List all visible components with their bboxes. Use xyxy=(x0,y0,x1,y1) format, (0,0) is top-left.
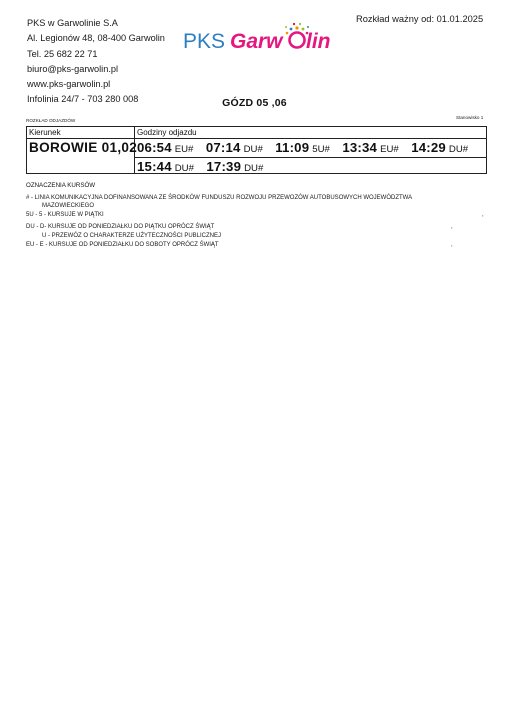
scan-mark: , xyxy=(482,212,484,218)
departure-code: DU# xyxy=(244,163,264,174)
legend-line-fund: # - LINIA KOMUNIKACYJNA DOFINANSOWANA ZE ŚRODKÓW FUNDUSZU ROZWOJU PRZEWOZÓW AUTOBUSOWYCH WOJEWÓDZTWA xyxy=(26,195,413,201)
departures-row-1 xyxy=(137,139,476,157)
departure-code: EU# xyxy=(380,144,399,155)
pks-garwolin-logo xyxy=(183,18,343,63)
departure-time: 06:54 xyxy=(137,140,172,155)
company-name: PKS w Garwolinie S.A xyxy=(27,18,118,28)
departure-entry xyxy=(137,158,194,176)
departure-time: 14:29 xyxy=(411,140,446,155)
legend-line-fund-cont: MAZOWIECKIEGO xyxy=(42,203,95,209)
departure-code: DU# xyxy=(243,144,263,155)
departure-entry xyxy=(137,139,193,157)
logo-pks-text: PKS xyxy=(183,30,226,53)
departure-entry xyxy=(206,139,263,157)
legend-line-u: U - PRZEWÓZ O CHARAKTERZE UŻYTECZNOŚCI PUBLICZNEJ xyxy=(42,233,222,239)
departure-time: 11:09 xyxy=(275,140,310,155)
company-website: www.pks-garwolin.pl xyxy=(27,79,111,90)
company-infoline: Infolinia 24/7 - 703 280 008 xyxy=(27,94,139,105)
logo-name-text-b: lin xyxy=(306,30,331,53)
platform-label: Stanowisko 1 xyxy=(456,115,484,120)
departures-row-2 xyxy=(137,158,271,176)
departure-entry xyxy=(342,139,398,157)
departure-time: 17:39 xyxy=(206,159,242,174)
departure-code: EU# xyxy=(174,144,194,155)
departure-code: DU# xyxy=(174,163,194,174)
company-info xyxy=(27,16,165,108)
company-address: Al. Legionów 48, 08-400 Garwolin xyxy=(27,33,165,44)
company-email: biuro@pks-garwolin.pl xyxy=(27,63,119,74)
company-phone: Tel. 25 682 22 71 xyxy=(27,48,98,59)
logo-name-text-a: Garw xyxy=(230,30,283,53)
departure-time: 07:14 xyxy=(205,140,241,155)
timetable-caption: ROZKŁAD ODJAZDÓW xyxy=(26,118,76,123)
departure-code: 5U# xyxy=(312,144,330,155)
logo-graphic xyxy=(183,18,343,58)
timetable xyxy=(26,126,487,174)
legend-line-5u: 5U - 5 - KURSUJE W PIĄTKI xyxy=(26,212,104,218)
scan-mark: , xyxy=(451,242,453,248)
departure-time: 13:34 xyxy=(342,140,378,155)
departure-entry xyxy=(411,139,468,157)
legend-line-eu: EU - E - KURSUJE OD PONIEDZIAŁKU DO SOBOTY OPRÓCZ ŚWIĄT xyxy=(26,242,219,248)
stop-title: GÓZD 05 ,06 xyxy=(222,97,287,109)
column-header-departures: Godziny odjazdu xyxy=(137,128,197,137)
departure-entry xyxy=(206,158,263,176)
scan-mark: , xyxy=(451,224,453,230)
departure-code: DU# xyxy=(448,144,469,155)
departure-time: 15:44 xyxy=(137,159,172,174)
legend-title: OZNACZENIA KURSÓW xyxy=(26,182,96,189)
column-header-direction: Kierunek xyxy=(29,128,61,137)
legend-line-du: DU - D- KURSUJE OD PONIEDZIAŁKU DO PIĄTKU OPRÓCZ ŚWIĄT xyxy=(26,224,215,230)
departure-entry xyxy=(275,139,330,157)
validity-date: Rozkład ważny od: 01.01.2025 xyxy=(356,14,484,24)
direction-name: BOROWIE 01,02 xyxy=(29,140,138,155)
